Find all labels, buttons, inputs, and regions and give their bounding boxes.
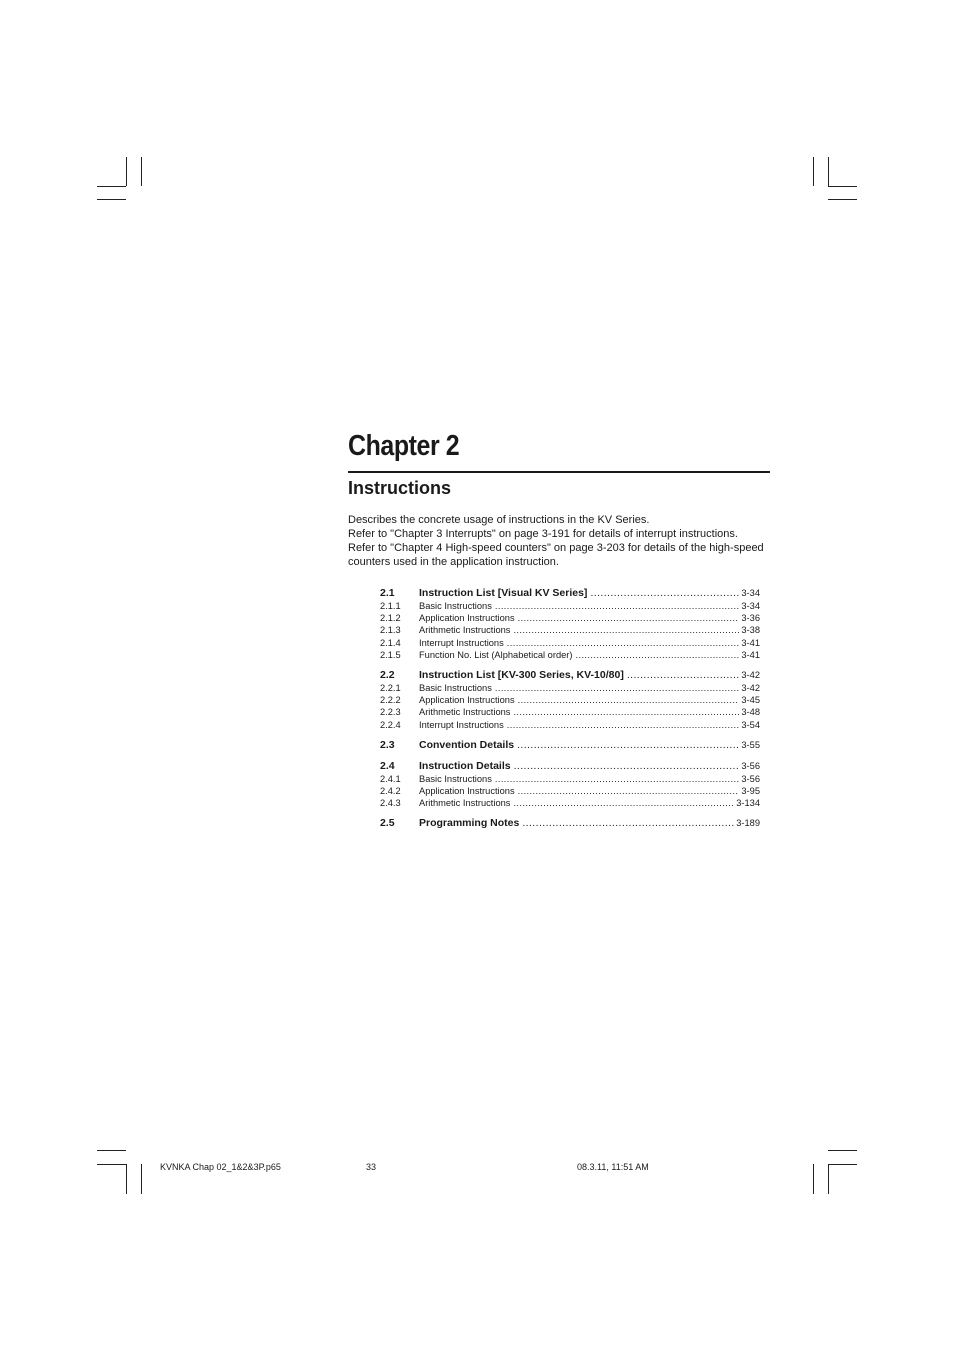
footer-file: KVNKA Chap 02_1&2&3P.p65 <box>160 1162 281 1172</box>
toc-number: 2.4.2 <box>380 785 401 796</box>
toc-page: 3-41 <box>741 649 760 660</box>
intro-text <box>348 513 768 569</box>
toc-title: Basic Instructions <box>419 773 492 784</box>
toc-number: 2.2.2 <box>380 695 401 706</box>
toc-leader <box>495 682 740 694</box>
toc-section-entry[interactable] <box>380 668 760 682</box>
footer-page: 33 <box>366 1162 377 1172</box>
toc-subsection-entry[interactable] <box>380 600 760 612</box>
toc-section-entry[interactable] <box>380 816 760 830</box>
toc-subsection-entry[interactable] <box>380 719 760 731</box>
crop-mark <box>97 1150 126 1151</box>
toc-page: 3-41 <box>741 637 760 648</box>
toc-leader <box>575 649 739 661</box>
toc-title: Arithmetic Instructions <box>419 798 511 809</box>
toc-leader <box>627 668 740 682</box>
toc-leader <box>522 816 734 830</box>
toc-number: 2.2 <box>380 668 395 681</box>
toc-leader <box>518 694 740 706</box>
toc-page: 3-95 <box>741 785 760 796</box>
toc-leader <box>518 612 740 624</box>
toc-number: 2.2.3 <box>380 707 401 718</box>
crop-mark <box>828 1164 829 1194</box>
chapter-title: Chapter 2 <box>348 430 460 462</box>
toc-title: Function No. List (Alphabetical order) <box>419 649 573 660</box>
toc-title: Programming Notes <box>419 817 520 830</box>
toc-number: 2.4.1 <box>380 773 401 784</box>
toc-subsection-entry[interactable] <box>380 637 760 649</box>
crop-mark <box>97 186 126 187</box>
toc-subsection-entry[interactable] <box>380 624 760 636</box>
crop-mark <box>141 1164 142 1194</box>
toc-number: 2.4 <box>380 759 395 772</box>
toc-leader <box>513 797 734 809</box>
toc-page: 3-56 <box>741 773 760 784</box>
toc-number: 2.2.1 <box>380 682 401 693</box>
section-title: Instructions <box>348 478 452 498</box>
toc-page: 3-45 <box>741 695 760 706</box>
toc-subsection-entry[interactable] <box>380 773 760 785</box>
toc-title: Arithmetic Instructions <box>419 625 511 636</box>
toc-page: 3-56 <box>741 760 760 771</box>
toc-number: 2.1.2 <box>380 613 401 624</box>
toc-leader <box>507 637 740 649</box>
crop-mark <box>828 199 857 200</box>
toc-title: Interrupt Instructions <box>419 637 504 648</box>
toc-page: 3-42 <box>741 669 760 680</box>
toc-subsection-entry[interactable] <box>380 649 760 661</box>
crop-mark <box>813 157 814 186</box>
toc-title: Instruction List [KV-300 Series, KV-10/80] <box>419 668 624 681</box>
crop-mark <box>813 1164 814 1194</box>
toc-number: 2.4.3 <box>380 798 401 809</box>
toc-leader <box>507 719 740 731</box>
toc-title: Instruction List [Visual KV Series] <box>419 587 588 599</box>
toc-subsection-entry[interactable] <box>380 612 760 624</box>
toc-page: 3-189 <box>736 818 760 829</box>
crop-mark <box>126 157 127 186</box>
toc-title: Interrupt Instructions <box>419 719 504 730</box>
toc-number: 2.3 <box>380 738 395 751</box>
toc-page: 3-36 <box>741 613 760 624</box>
toc-title: Application Instructions <box>419 613 515 624</box>
toc-page: 3-34 <box>741 588 760 598</box>
toc-title: Basic Instructions <box>419 682 492 693</box>
crop-mark <box>97 199 126 200</box>
toc-title: Application Instructions <box>419 785 515 796</box>
toc-number: 2.1.4 <box>380 637 401 648</box>
toc-section-entry[interactable] <box>380 759 760 773</box>
toc-leader <box>495 773 740 785</box>
toc-section-entry[interactable] <box>380 738 760 752</box>
toc-leader <box>514 759 740 773</box>
intro-line: Describes the concrete usage of instructions in the KV Series. <box>348 514 650 526</box>
footer-timestamp: 08.3.11, 11:51 AM <box>577 1162 649 1172</box>
toc-leader <box>513 706 739 718</box>
toc-number: 2.1 <box>380 587 395 599</box>
crop-mark <box>97 1164 126 1165</box>
toc-subsection-entry[interactable] <box>380 785 760 797</box>
toc-leader <box>495 600 740 612</box>
crop-mark <box>828 186 857 187</box>
toc-leader <box>590 586 739 600</box>
toc-page: 3-55 <box>741 739 760 750</box>
toc-page: 3-54 <box>741 719 760 730</box>
toc-page: 3-42 <box>741 682 760 693</box>
toc-page: 3-34 <box>741 601 760 611</box>
toc-subsection-entry[interactable] <box>380 694 760 706</box>
toc-title: Convention Details <box>419 738 515 751</box>
toc-leader <box>518 785 740 797</box>
intro-line: Refer to "Chapter 3 Interrupts" on page 3-191 for details of interrupt instructions. <box>348 528 738 540</box>
toc-leader <box>513 624 739 636</box>
toc-title: Application Instructions <box>419 695 515 706</box>
toc-number: 2.5 <box>380 817 395 830</box>
toc-number: 2.1.5 <box>380 649 401 660</box>
toc-title: Arithmetic Instructions <box>419 707 511 718</box>
toc-subsection-entry[interactable] <box>380 682 760 694</box>
toc-title: Basic Instructions <box>419 601 492 611</box>
toc-number: 2.2.4 <box>380 719 401 730</box>
toc-title: Instruction Details <box>419 759 511 772</box>
toc-section-entry[interactable] <box>380 586 760 600</box>
crop-mark <box>828 1164 857 1165</box>
crop-mark <box>828 1150 857 1151</box>
table-of-contents <box>380 586 760 830</box>
toc-subsection-entry[interactable] <box>380 797 760 809</box>
toc-page: 3-48 <box>741 707 760 718</box>
crop-mark <box>828 157 829 186</box>
toc-number: 2.1.1 <box>380 601 401 611</box>
toc-page: 3-134 <box>736 798 760 809</box>
toc-leader <box>517 738 739 752</box>
toc-page: 3-38 <box>741 625 760 636</box>
crop-mark <box>126 1164 127 1194</box>
toc-subsection-entry[interactable] <box>380 706 760 718</box>
title-rule <box>348 471 770 473</box>
crop-mark <box>141 157 142 186</box>
toc-number: 2.1.3 <box>380 625 401 636</box>
intro-line: Refer to "Chapter 4 High-speed counters" on page 3-203 for details of the high-speed counters used in the application instruction. <box>348 542 764 568</box>
